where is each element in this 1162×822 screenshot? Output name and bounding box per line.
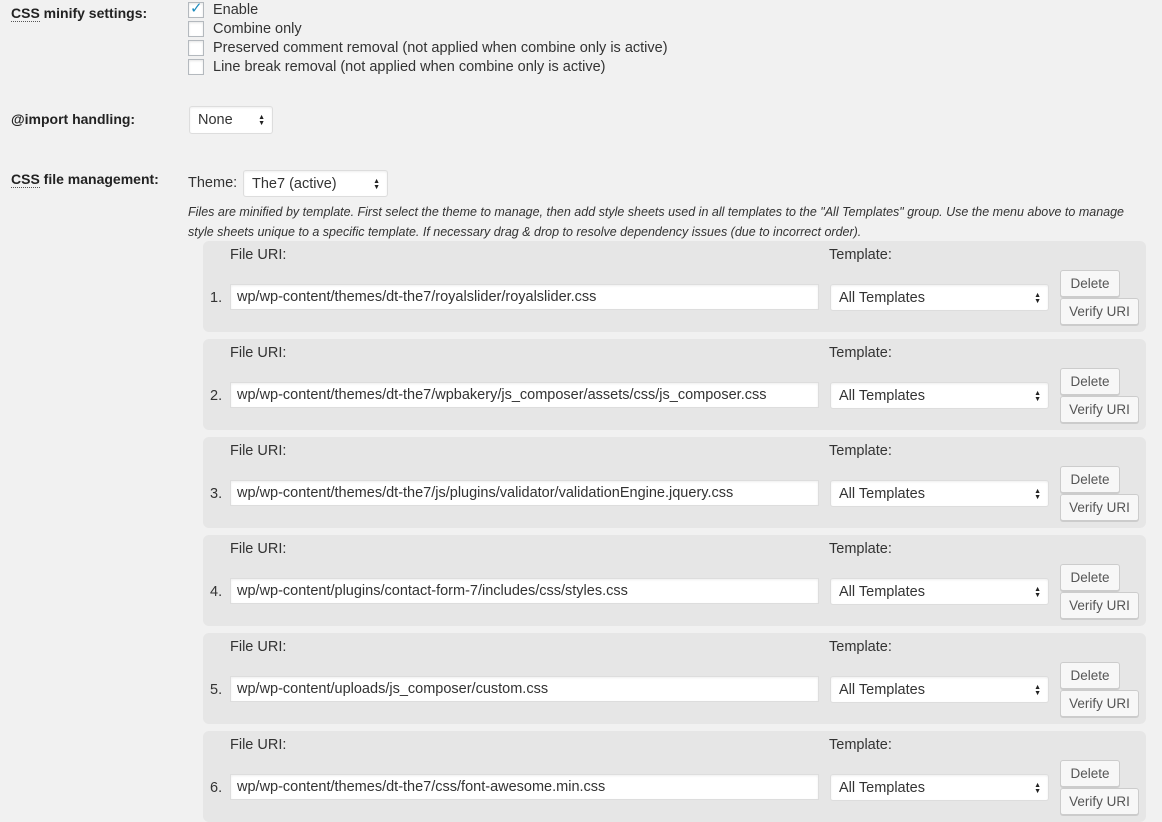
verify-uri-button[interactable]: Verify URI [1060, 788, 1139, 815]
option-label: Enable [213, 1, 259, 18]
file-uri-input[interactable] [230, 578, 819, 604]
file-management-description: Files are minified by template. First select the theme to manage, then add style sheets used in all templates to the "All Templates" group. Use the menu above to manage style sheets unique to a specific template. If necessary drag & drop to resolve dependency issues (due to incorrect order). [188, 205, 1124, 239]
comment-removal-checkbox[interactable] [188, 40, 204, 56]
option-comment-removal[interactable] [188, 38, 668, 57]
select-arrows-icon: ▲ ▼ [1034, 389, 1041, 403]
select-arrows-icon: ▲ ▼ [373, 177, 380, 191]
template-select[interactable] [830, 382, 1049, 409]
file-number: 6. [210, 780, 223, 796]
css-minify-settings-label [11, 5, 147, 21]
template-select[interactable] [830, 480, 1049, 507]
import-handling-label: @import handling: [11, 111, 136, 127]
file-row[interactable] [203, 339, 1146, 430]
delete-button[interactable]: Delete [1060, 662, 1120, 689]
theme-select[interactable] [243, 170, 388, 197]
delete-button[interactable]: Delete [1060, 368, 1120, 395]
option-enable[interactable] [188, 0, 258, 19]
verify-uri-button[interactable]: Verify URI [1060, 494, 1139, 521]
file-uri-value: wp/wp-content/uploads/js_composer/custom.css [237, 681, 549, 697]
delete-button[interactable]: Delete [1060, 466, 1120, 493]
file-row[interactable] [203, 633, 1146, 724]
template-select[interactable] [830, 578, 1049, 605]
template-value: All Templates [839, 387, 925, 404]
template-label: Template: [829, 247, 892, 263]
file-uri-input[interactable] [230, 480, 819, 506]
line-break-removal-checkbox[interactable] [188, 59, 204, 75]
file-uri-label: File URI: [230, 639, 287, 655]
template-select[interactable] [830, 774, 1049, 801]
select-arrows-icon: ▲ ▼ [1034, 781, 1041, 795]
file-uri-label: File URI: [230, 737, 287, 753]
file-number: 4. [210, 584, 223, 600]
template-value: All Templates [839, 681, 925, 698]
css-file-management-label-text: file management: [39, 171, 159, 187]
file-uri-input[interactable] [230, 284, 819, 310]
css-file-management-label [11, 171, 159, 187]
file-uri-input[interactable] [230, 774, 819, 800]
template-label: Template: [829, 737, 892, 753]
theme-label: Theme: [188, 175, 238, 191]
css-minify-settings-label-text: minify settings: [39, 5, 148, 21]
template-label: Template: [829, 443, 892, 459]
template-select[interactable] [830, 284, 1049, 311]
template-label: Template: [829, 639, 892, 655]
file-row[interactable] [203, 437, 1146, 528]
file-uri-value: wp/wp-content/themes/dt-the7/wpbakery/js_composer/assets/css/js_composer.css [237, 387, 767, 403]
checkmark-icon: ✓ [190, 0, 203, 17]
file-uri-label: File URI: [230, 247, 287, 263]
template-value: All Templates [839, 289, 925, 306]
file-number: 5. [210, 682, 223, 698]
option-combine-only[interactable] [188, 19, 302, 38]
file-uri-input[interactable] [230, 676, 819, 702]
verify-uri-button[interactable]: Verify URI [1060, 592, 1139, 619]
combine-only-checkbox[interactable] [188, 21, 204, 37]
verify-uri-button[interactable]: Verify URI [1060, 396, 1139, 423]
file-uri-value: wp/wp-content/plugins/contact-form-7/includes/css/styles.css [237, 583, 628, 599]
template-select[interactable] [830, 676, 1049, 703]
file-uri-value: wp/wp-content/themes/dt-the7/royalslider/royalslider.css [237, 289, 597, 305]
template-value: All Templates [839, 485, 925, 502]
file-uri-label: File URI: [230, 443, 287, 459]
import-handling-select[interactable] [189, 106, 273, 134]
file-uri-value: wp/wp-content/themes/dt-the7/js/plugins/validator/validationEngine.jquery.css [237, 485, 734, 501]
enable-checkbox[interactable] [188, 2, 204, 18]
delete-button[interactable]: Delete [1060, 760, 1120, 787]
template-value: All Templates [839, 779, 925, 796]
import-handling-value: None [198, 112, 233, 128]
verify-uri-button[interactable]: Verify URI [1060, 298, 1139, 325]
select-arrows-icon: ▲ ▼ [258, 114, 265, 127]
file-uri-input[interactable] [230, 382, 819, 408]
file-number: 2. [210, 388, 223, 404]
file-uri-label: File URI: [230, 541, 287, 557]
template-label: Template: [829, 345, 892, 361]
option-label: Combine only [213, 20, 302, 37]
select-arrows-icon: ▲ ▼ [1034, 585, 1041, 599]
option-label: Preserved comment removal (not applied when combine only is active) [213, 39, 668, 56]
select-arrows-icon: ▲ ▼ [1034, 291, 1041, 305]
select-arrows-icon: ▲ ▼ [1034, 683, 1041, 697]
css-abbr: CSS [11, 171, 40, 187]
delete-button[interactable]: Delete [1060, 270, 1120, 297]
option-label: Line break removal (not applied when combine only is active) [213, 58, 606, 75]
file-uri-value: wp/wp-content/themes/dt-the7/css/font-awesome.min.css [237, 779, 606, 795]
template-label: Template: [829, 541, 892, 557]
verify-uri-button[interactable]: Verify URI [1060, 690, 1139, 717]
file-uri-label: File URI: [230, 345, 287, 361]
delete-button[interactable]: Delete [1060, 564, 1120, 591]
theme-value: The7 (active) [252, 175, 337, 192]
file-row[interactable] [203, 535, 1146, 626]
file-row[interactable] [203, 241, 1146, 332]
template-value: All Templates [839, 583, 925, 600]
file-row[interactable] [203, 731, 1146, 822]
option-line-break-removal[interactable] [188, 57, 606, 76]
select-arrows-icon: ▲ ▼ [1034, 487, 1041, 501]
file-number: 3. [210, 486, 223, 502]
file-number: 1. [210, 290, 223, 306]
css-abbr: CSS [11, 5, 40, 21]
